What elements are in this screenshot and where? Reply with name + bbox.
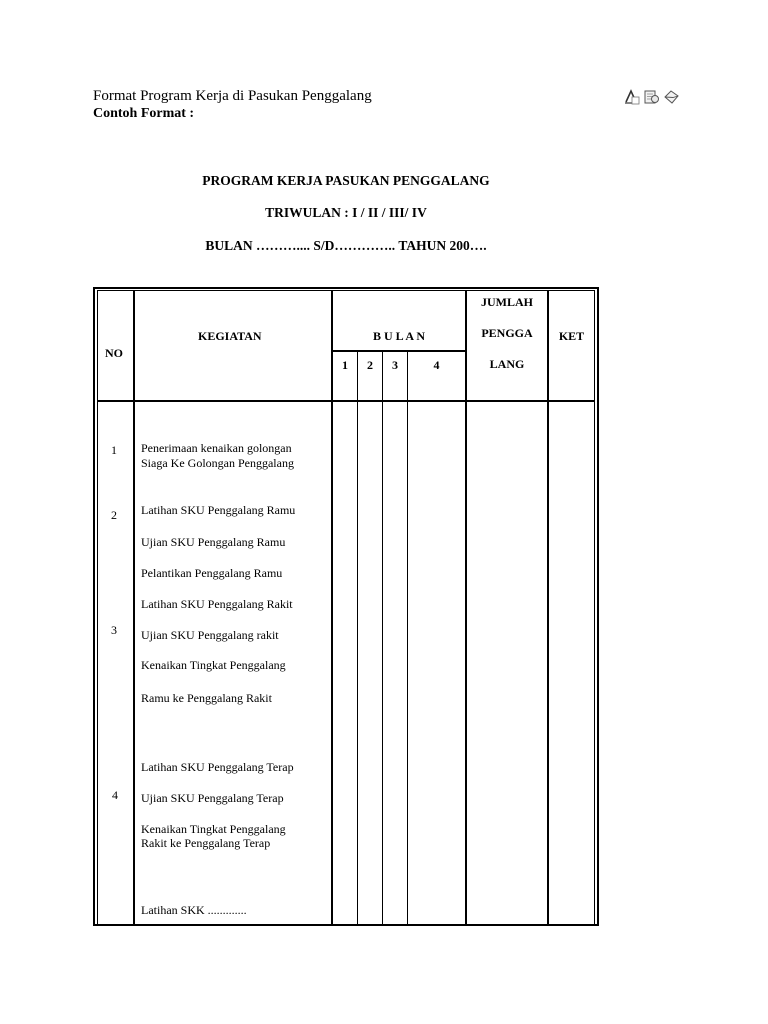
document-toolbar [623, 88, 680, 105]
table-border-right-outer [597, 287, 599, 926]
pdf-icon[interactable] [623, 88, 640, 105]
form-heading-quarter: TRIWULAN : I / II / III/ IV [265, 205, 427, 220]
col-divider-no [133, 290, 135, 926]
table-border-right-inner [594, 290, 595, 926]
col-divider-month1 [357, 350, 358, 926]
row-number: 3 [111, 623, 117, 637]
table-border-top-inner [97, 290, 595, 291]
activity-item: Latihan SKK ............. [141, 903, 247, 917]
print-icon[interactable] [643, 88, 660, 105]
form-heading-period: BULAN ……….... S/D………….. TAHUN 200…. [205, 238, 487, 253]
header-month-1: 1 [342, 358, 348, 372]
activity-item: Latihan SKU Penggalang Rakit [141, 597, 293, 611]
row-number: 2 [111, 508, 117, 522]
table-border-left-inner [97, 290, 98, 926]
activity-item: Siaga Ke Golongan Penggalang [141, 456, 294, 470]
activity-item: Kenaikan Tingkat Penggalang [141, 822, 286, 836]
header-no: NO [105, 346, 123, 360]
header-ket: KET [558, 329, 585, 343]
table-border-top-outer [93, 287, 599, 289]
form-heading-title: PROGRAM KERJA PASUKAN PENGGALANG [202, 173, 490, 188]
activity-item: Penerimaan kenaikan golongan [141, 441, 292, 455]
header-jumlah-line1: JUMLAH [481, 295, 533, 309]
header-bottom-rule [97, 400, 595, 402]
bulan-sub-rule [332, 350, 466, 352]
activity-item: Kenaikan Tingkat Penggalang [141, 658, 286, 672]
header-kegiatan: KEGIATAN [198, 329, 262, 343]
activity-item: Ujian SKU Penggalang Ramu [141, 535, 286, 549]
header-jumlah-line2: PENGGA [481, 326, 533, 340]
activity-item: Latihan SKU Penggalang Terap [141, 760, 294, 774]
activity-item: Latihan SKU Penggalang Ramu [141, 503, 296, 517]
table-border-bottom [93, 924, 599, 926]
activity-item: Rakit ke Penggalang Terap [141, 836, 271, 850]
col-divider-jumlah [547, 290, 549, 926]
activity-item: Ujian SKU Penggalang Terap [141, 791, 284, 805]
document-subtitle: Contoh Format : [93, 106, 195, 121]
activity-item: Ujian SKU Penggalang rakit [141, 628, 279, 642]
header-month-2: 2 [367, 358, 373, 372]
activity-item: Ramu ke Penggalang Rakit [141, 691, 272, 705]
row-number: 1 [111, 443, 117, 457]
col-divider-month3 [407, 350, 408, 926]
header-jumlah-line3: LANG [489, 357, 525, 371]
col-divider-month2 [382, 350, 383, 926]
col-divider-kegiatan [331, 290, 333, 926]
header-month-4: 4 [433, 358, 440, 372]
header-bulan: B U L A N [372, 329, 426, 343]
header-month-3: 3 [392, 358, 398, 372]
col-divider-bulan [465, 290, 467, 926]
document-title: Format Program Kerja di Pasukan Penggalang [93, 88, 372, 104]
activity-item: Pelantikan Penggalang Ramu [141, 566, 283, 580]
email-icon[interactable] [663, 88, 680, 105]
table-border-left-outer [93, 287, 95, 926]
row-number: 4 [112, 788, 118, 802]
